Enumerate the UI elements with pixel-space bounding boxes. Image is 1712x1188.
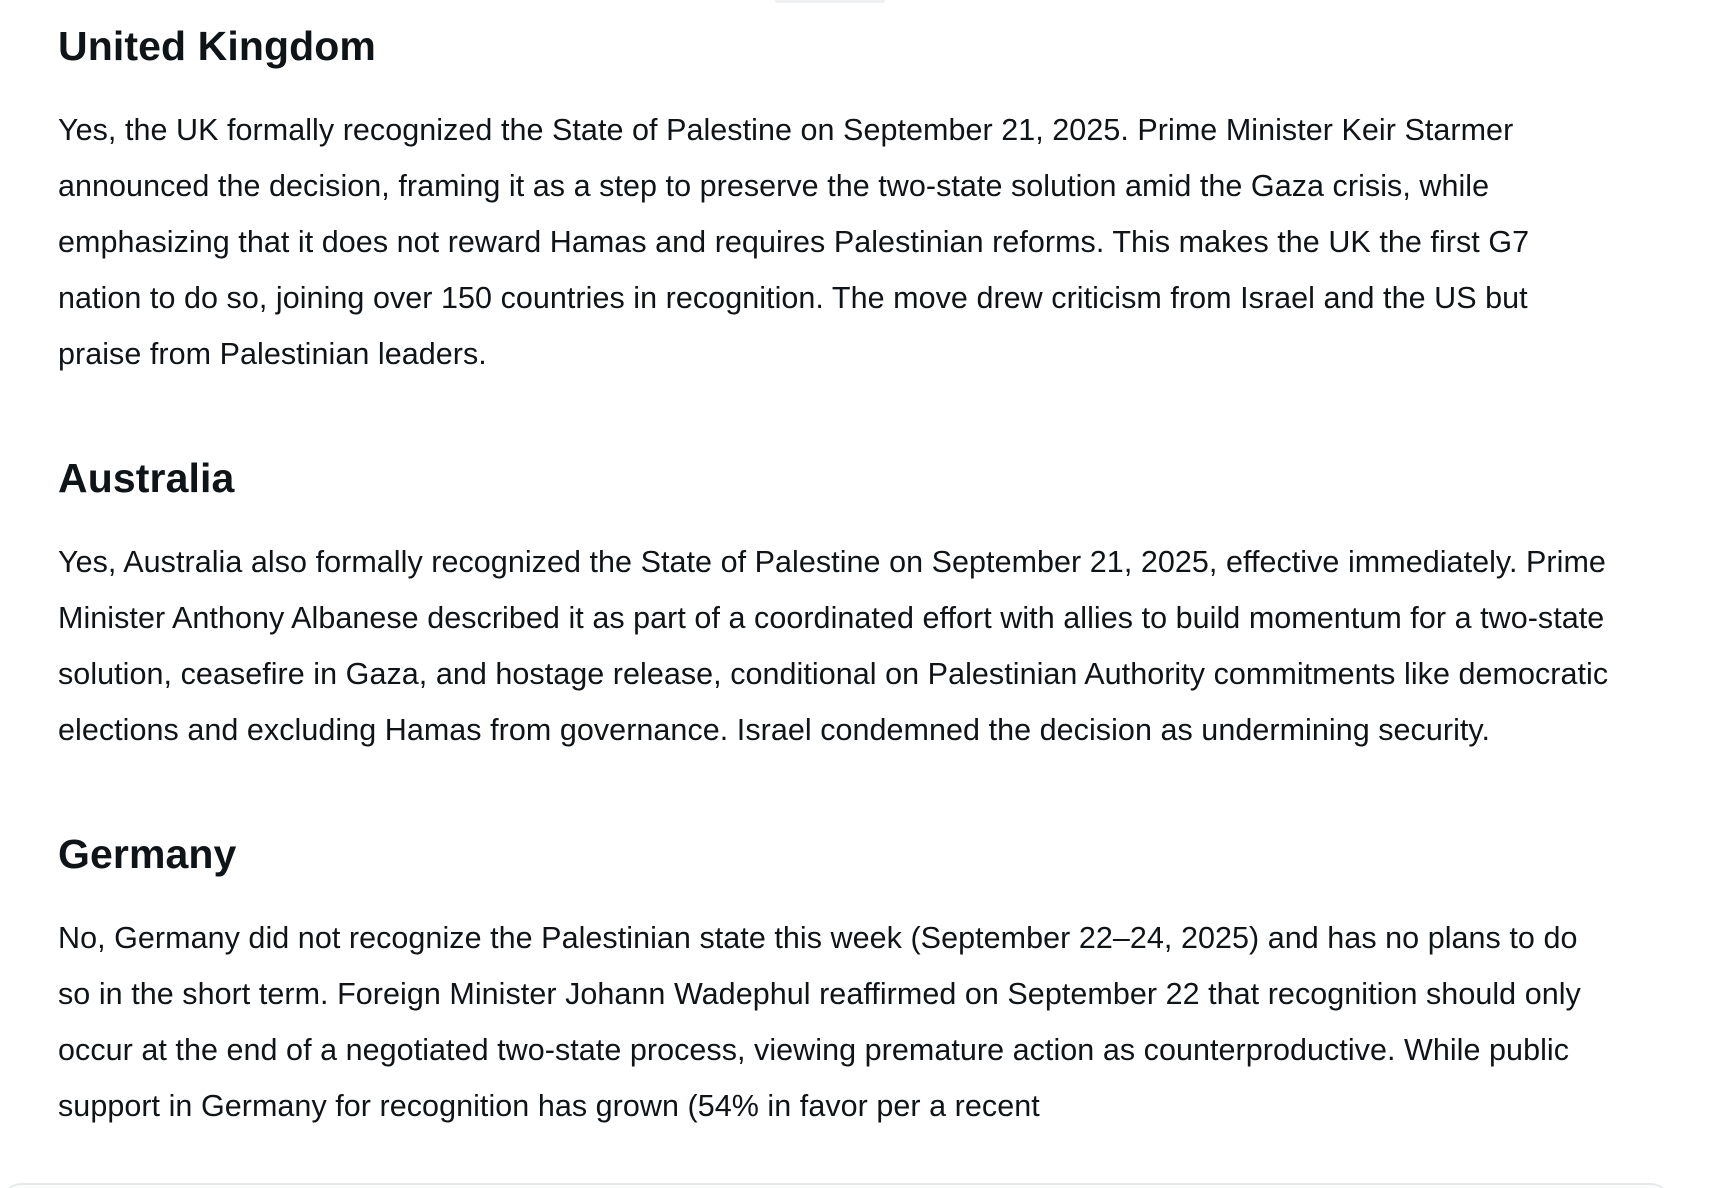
section-body: No, Germany did not recognize the Palestinian state this week (September 22–24, 2025) and has no plans to do so in the short term. Foreign Minister Johann Wadephul reaffirmed on September 22 that recognition should only occur at the end of a negotiated two-state process, viewing premature action as counterproductive. While public support in Germany for recognition has grown (54% in favor per a recent — [58, 921, 1581, 1123]
section-united-kingdom — [58, 18, 1618, 382]
section-australia — [58, 450, 1618, 758]
section-heading: Australia — [58, 455, 235, 501]
response-content — [58, 18, 1618, 1134]
scroll-top-indicator — [775, 0, 885, 3]
section-heading: Germany — [58, 831, 237, 877]
section-germany — [58, 826, 1618, 1134]
section-body: Yes, the UK formally recognized the State of Palestine on September 21, 2025. Prime Minister Keir Starmer announced the decision, framing it as a step to preserve the two-state solution amid the Gaza crisis, while emphasizing that it does not reward Hamas and requires Palestinian reforms. This makes the UK the first G7 nation to do so, joining over 150 countries in recognition. The move drew criticism from Israel and the US but praise from Palestinian leaders. — [58, 113, 1530, 371]
section-body: Yes, Australia also formally recognized the State of Palestine on September 21, 2025, effective immediately. Prime Minister Anthony Albanese described it as part of a coordinated effort with allies to build momentum for a two-state solution, ceasefire in Gaza, and hostage release, conditional on Palestinian Authority commitments like democratic elections and excluding Hamas from governance. Israel condemned the decision as undermining security. — [58, 545, 1609, 747]
section-heading: United Kingdom — [58, 23, 376, 69]
message-composer[interactable] — [0, 1183, 1672, 1188]
